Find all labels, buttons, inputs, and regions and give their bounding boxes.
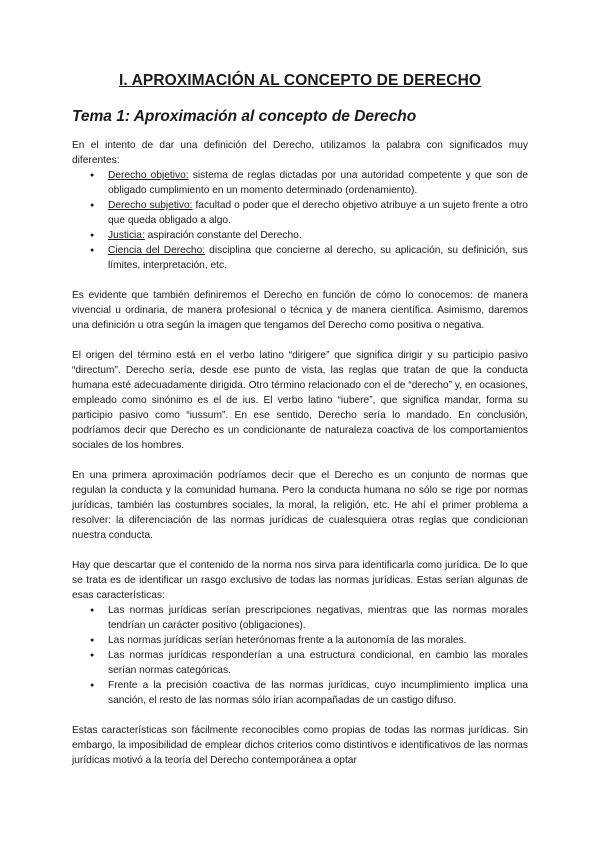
definition-term: Ciencia del Derecho: — [108, 245, 206, 256]
list-item — [72, 198, 528, 228]
characteristics-list — [72, 603, 528, 708]
intro-paragraph: En el intento de dar una definición del Derecho, utilizamos la palabra con significados muy diferentes: — [72, 140, 528, 166]
definition-term: Derecho objetivo: — [108, 170, 189, 181]
paragraph: El origen del término está en el verbo latino “dirigere” que significa dirigir y su participio pasivo “directum”. Derecho sería, desde ese punto de vista, las reglas que tratan de que la conducta humana esté adecuadamente dirigida. Otro término relacionado con el de “derecho” y, en ocasiones, empleado como sinónimo es el de ius. El verbo latino “iubere”, que significa mandar, forma su participio pasivo como “iussum”. En ese sentido, Derecho sería lo mandado. En conclusión, podríamos decir que Derecho es un condicionante de naturaleza coactiva de los comportamientos sociales de los hombres. — [72, 350, 528, 451]
section-title: Tema 1: Aproximación al concepto de Derecho — [72, 108, 417, 125]
definition-text: facultad o poder que el derecho objetivo atribuye a un sujeto frente a otro que queda obligado a algo. — [108, 200, 528, 226]
paragraph: Estas características son fácilmente reconocibles como propias de todas las normas jurídicas. Sin embargo, la imposibilidad de emplear dichos criterios como distintivos e identificativos de las normas jurídicas motivó a la teoría del Derecho contemporánea a optar — [72, 725, 528, 766]
definition-term: Justicia: — [108, 230, 145, 241]
document-body — [72, 138, 528, 768]
paragraph: Hay que descartar que el contenido de la norma nos sirva para identificarla como jurídica. De lo que se trata es de identificar un rasgo exclusivo de todas las normas jurídicas. Estas serían algunas de esas características: — [72, 560, 528, 601]
list-item — [72, 168, 528, 198]
definition-term: Derecho subjetivo: — [108, 200, 193, 211]
main-title: I. APROXIMACIÓN AL CONCEPTO DE DERECHO — [118, 72, 482, 89]
list-item: ● Las normas jurídicas serían prescripciones negativas, mientras que las normas morales tendrían un carácter positivo (obligaciones). — [72, 603, 528, 633]
list-item — [72, 228, 528, 243]
definition-text: aspiración constante del Derecho. — [144, 230, 302, 241]
list-item: ● Las normas jurídicas serían heterónomas frente a la autonomía de las morales. — [72, 633, 528, 648]
list-item: ● Las normas jurídicas responderían a una estructura condicional, en cambio las morales serían normas categóricas. — [72, 648, 528, 678]
definition-text: disciplina que concierne al derecho, su aplicación, su definición, sus límites, interpretación, etc. — [108, 245, 528, 271]
paragraph: Es evidente que también definiremos el Derecho en función de cómo lo conocemos: de manera vivencial u ordinaria, de manera profesional o técnica y de manera científica. Asimismo, daremos una definición u otra según la imagen que tengamos del Derecho como positiva o negativa. — [72, 290, 528, 331]
list-item: ● Frente a la precisión coactiva de las normas jurídicas, cuyo incumplimiento implica una sanción, el resto de las normas sólo irían acompañadas de un castigo difuso. — [72, 678, 528, 708]
definitions-list — [72, 168, 528, 273]
paragraph: En una primera aproximación podríamos decir que el Derecho es un conjunto de normas que regulan la conducta y la comunidad humana. Pero la conducta humana no sólo se rige por normas jurídicas, también las costumbres sociales, la moral, la religión, etc. He ahí el primer problema a resolver: la diferenciación de las normas jurídicas de cualesquiera otras reglas que condicionan nuestra conducta. — [72, 470, 528, 541]
definition-text: sistema de reglas dictadas por una autoridad competente y que son de obligado cumplimiento en un momento determinado (ordenamiento). — [108, 170, 528, 196]
list-item — [72, 243, 528, 273]
